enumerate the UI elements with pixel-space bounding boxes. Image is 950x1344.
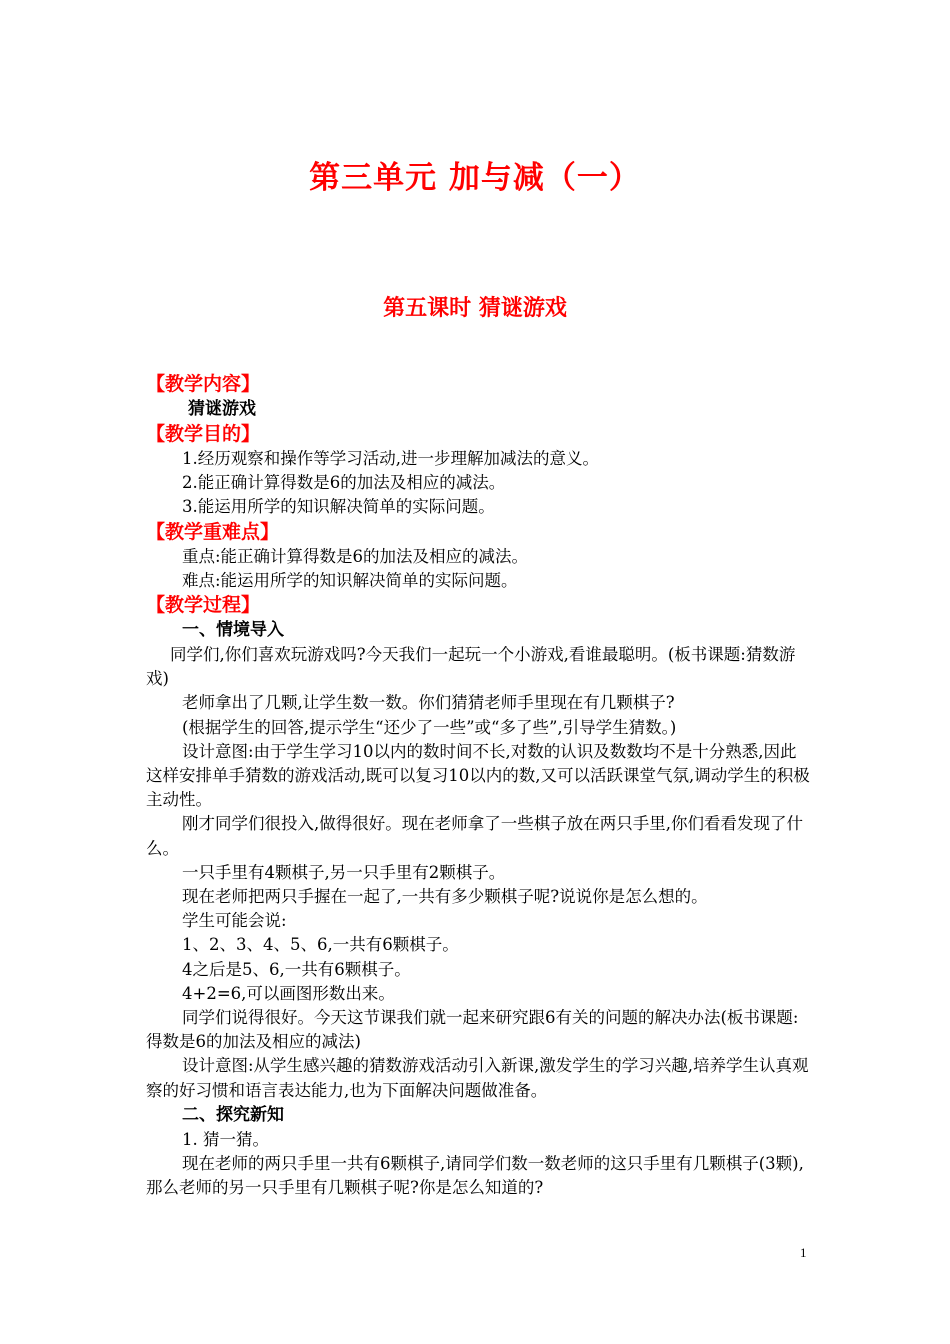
paragraph: (根据学生的回答,提示学生“还少了一些”或“多了些”,引导学生猜数。) — [182, 717, 677, 737]
content-text: 猜谜游戏 — [188, 399, 256, 419]
paragraph: 现在老师把两只手握在一起了,一共有多少颗棋子呢?说说你是怎么想的。 — [182, 887, 708, 907]
step-heading-explore: 二、探究新知 — [182, 1104, 284, 1125]
paragraph: 老师拿出了几颗,让学生数一数。你们猜猜老师手里现在有几颗棋子? — [182, 693, 675, 713]
goal-item: 3.能运用所学的知识解决简单的实际问题。 — [182, 497, 495, 517]
step-heading-intro: 一、情境导入 — [182, 620, 284, 641]
paragraph: 现在老师的两只手里一共有6颗棋子,请同学们数一数老师的这只手里有几颗棋子(3颗),那么老师的另一只手里有几颗棋子呢?你是怎么知道的? — [146, 1154, 804, 1198]
section-heading-content: 【教学内容】 — [146, 373, 261, 395]
paragraph: 设计意图:从学生感兴趣的猜数游戏活动引入新课,激发学生的学习兴趣,培养学生认真观察的好习惯和语言表达能力,也为下面解决问题做准备。 — [146, 1056, 809, 1100]
paragraph: 一只手里有4颗棋子,另一只手里有2颗棋子。 — [182, 862, 506, 882]
paragraph: 设计意图:由于学生学习10以内的数时间不长,对数的认识及数数均不是十分熟悉,因此这样安排单手猜数的游戏活动,既可以复习10以内的数,又可以活跃课堂气氛,调动学生的积极主动性。 — [146, 741, 810, 810]
unit-title: 第三单元 加与减（一） — [309, 160, 641, 196]
paragraph: 4+2=6,可以画图形数出来。 — [182, 983, 395, 1003]
paragraph: 4之后是5、6,一共有6颗棋子。 — [182, 959, 411, 979]
paragraph: 同学们说得很好。今天这节课我们就一起来研究跟6有关的问题的解决办法(板书课题:得数是6的加法及相应的减法) — [146, 1008, 799, 1052]
paragraph: 1、2、3、4、5、6,一共有6颗棋子。 — [182, 935, 459, 955]
key-point: 重点:能正确计算得数是6的加法及相应的减法。 — [182, 546, 529, 566]
section-heading-key-points: 【教学重难点】 — [146, 520, 280, 543]
paragraph: 刚才同学们很投入,做得很好。现在老师拿了一些棋子放在两只手里,你们看看发现了什么。 — [146, 814, 803, 858]
goal-item: 1.经历观察和操作等学习活动,进一步理解加减法的意义。 — [182, 449, 599, 468]
goal-item: 2.能正确计算得数是6的加法及相应的减法。 — [182, 473, 506, 493]
page-number: 1 — [800, 1245, 807, 1260]
paragraph: 1. 猜一猜。 — [182, 1129, 269, 1149]
paragraph: 同学们,你们喜欢玩游戏吗?今天我们一起玩一个小游戏,看谁最聪明。(板书课题:猜数游戏) — [146, 645, 796, 689]
lesson-title: 第五课时 猜谜游戏 — [383, 296, 567, 321]
section-heading-process: 【教学过程】 — [146, 594, 261, 617]
section-heading-goals: 【教学目的】 — [146, 423, 261, 445]
paragraph: 学生可能会说: — [182, 911, 287, 931]
document-body — [146, 372, 810, 1200]
difficult-point: 难点:能运用所学的知识解决简单的实际问题。 — [182, 570, 518, 590]
